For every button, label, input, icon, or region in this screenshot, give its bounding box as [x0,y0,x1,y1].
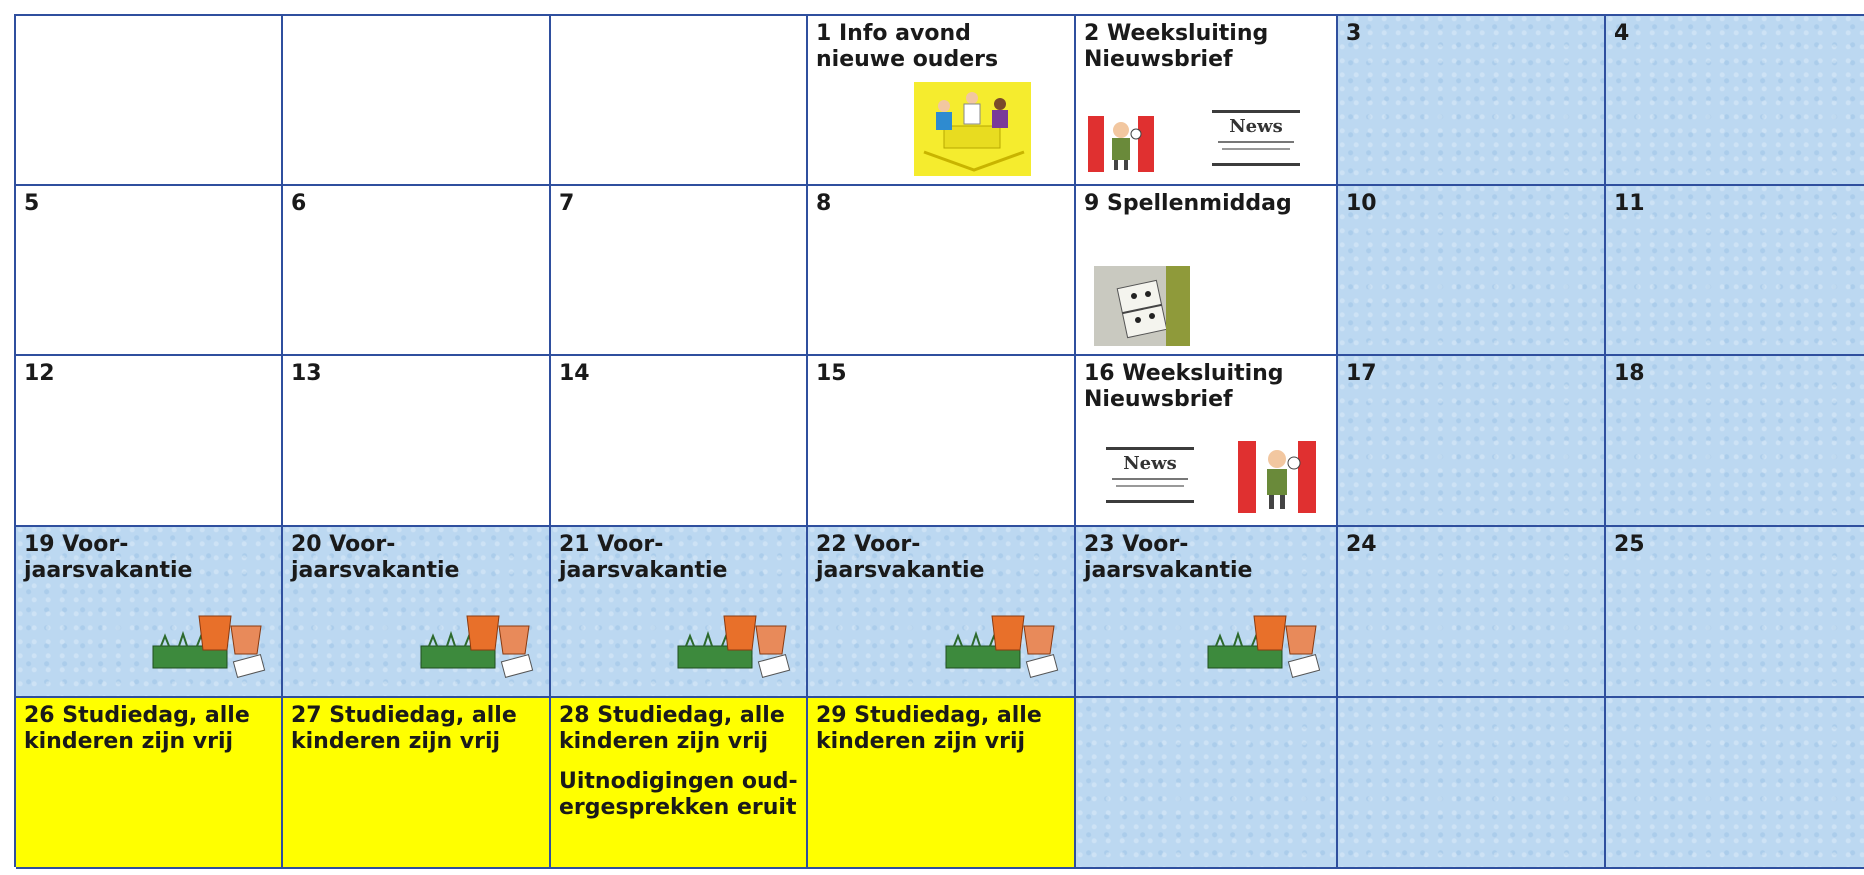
plant-pots-illustration [1206,610,1324,682]
day-cell-2 [1076,16,1338,186]
calendar-empty-cell [16,16,283,186]
day-event: Spellenmiddag [1106,191,1292,216]
day-cell-12 [16,356,283,527]
day-number: 12 [24,361,55,386]
day-event: Voor-jaarsvakantie [559,532,728,583]
newspaper-illustration [1106,447,1194,503]
day-event: Weeksluiting Nieuwsbrief [1084,21,1269,72]
day-number: 3 [1346,21,1362,46]
day-number: 24 [1346,532,1377,557]
news-label: News [1229,116,1283,137]
day-cell-1 [808,16,1076,186]
day-cell-27 [283,698,551,869]
day-event: Voor-jaarsvakantie [816,532,985,583]
day-event: Studiedag, alle kinderen zijn vrij [24,703,250,754]
day-number: 25 [1614,532,1645,557]
day-number: 5 [24,191,40,216]
day-number: 21 [559,532,590,557]
day-number: 19 [24,532,55,557]
day-number: 15 [816,361,847,386]
day-number: 13 [291,361,322,386]
day-number: 2 [1084,21,1100,46]
day-cell-21 [551,527,808,698]
plant-pots-illustration [419,610,537,682]
day-event: Info avond nieuwe ouders [816,21,999,72]
day-number: 16 [1084,361,1115,386]
puppet-show-illustration [1236,441,1318,513]
day-event: Voor-jaarsvakantie [291,532,460,583]
day-event: Studiedag, alle kinderen zijn vrij [291,703,517,754]
day-number: 9 [1084,191,1100,216]
plant-pots-illustration [676,610,794,682]
day-cell-28 [551,698,808,869]
puppet-show-illustration [1086,116,1156,172]
calendar-empty-cell [283,16,551,186]
day-cell-4 [1606,16,1864,186]
day-number: 14 [559,361,590,386]
day-cell-23 [1076,527,1338,698]
day-cell-26 [16,698,283,869]
day-number: 1 [816,21,832,46]
day-event: Studiedag, alle kinderen zijn vrij [816,703,1042,754]
calendar-empty-cell [1338,698,1606,869]
day-cell-8 [808,186,1076,356]
day-number: 8 [816,191,832,216]
day-cell-17 [1338,356,1606,527]
day-cell-9 [1076,186,1338,356]
day-cell-19 [16,527,283,698]
day-cell-5 [16,186,283,356]
day-cell-22 [808,527,1076,698]
day-event: Weeksluiting Nieuwsbrief [1084,361,1284,412]
day-cell-7 [551,186,808,356]
plant-pots-illustration [151,610,269,682]
day-cell-25 [1606,527,1864,698]
day-number: 4 [1614,21,1630,46]
day-number: 6 [291,191,307,216]
day-number: 18 [1614,361,1645,386]
day-number: 26 [24,703,55,728]
day-number: 20 [291,532,322,557]
day-number: 17 [1346,361,1377,386]
day-number: 11 [1614,191,1645,216]
day-note: Uitnodigingen oud-ergesprekken eruit [559,769,798,820]
day-number: 29 [816,703,847,728]
day-number: 7 [559,191,575,216]
day-event: Voor-jaarsvakantie [24,532,193,583]
day-cell-6 [283,186,551,356]
day-cell-29 [808,698,1076,869]
newspaper-illustration [1212,110,1300,166]
day-cell-20 [283,527,551,698]
news-label: News [1123,453,1177,474]
day-cell-11 [1606,186,1864,356]
day-cell-10 [1338,186,1606,356]
day-number: 10 [1346,191,1377,216]
calendar-empty-cell [1606,698,1864,869]
month-calendar [14,14,1864,867]
plant-pots-illustration [944,610,1062,682]
day-event: Studiedag, alle kinderen zijn vrij [559,703,785,754]
day-number: 22 [816,532,847,557]
meeting-illustration [914,82,1031,176]
day-cell-24 [1338,527,1606,698]
day-cell-13 [283,356,551,527]
domino-photo [1094,266,1190,346]
day-cell-3 [1338,16,1606,186]
calendar-empty-cell [1076,698,1338,869]
calendar-empty-cell [551,16,808,186]
day-number: 23 [1084,532,1115,557]
day-cell-18 [1606,356,1864,527]
day-cell-14 [551,356,808,527]
day-event: Voor-jaarsvakantie [1084,532,1253,583]
day-cell-15 [808,356,1076,527]
day-number: 27 [291,703,322,728]
day-number: 28 [559,703,590,728]
day-cell-16 [1076,356,1338,527]
